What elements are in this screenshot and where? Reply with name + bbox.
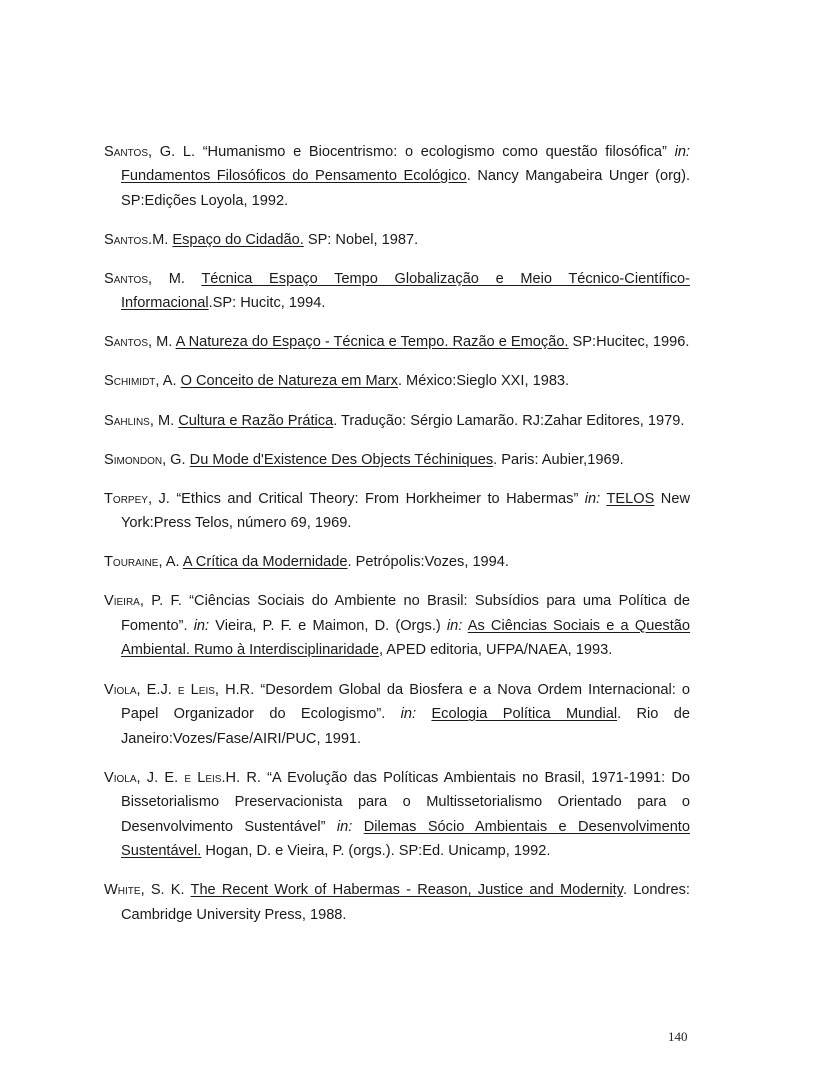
reference-text: . Nancy Mangabeira Unger (org). SP:Edições Loyola, 1992. (121, 168, 691, 209)
reference-text: . Petrópolis:Vozes, 1994. (347, 554, 509, 571)
reference-entry (104, 878, 690, 927)
reference-text: , A. (155, 373, 181, 390)
reference-entry (104, 140, 690, 214)
bibliography-list (104, 125, 690, 935)
reference-text: . Tradução: Sérgio Lamarão. RJ:Zahar Editores, 1979. (333, 412, 685, 429)
reference-text: , G. (162, 451, 190, 468)
reference-text: , E.J. (136, 681, 178, 698)
reference-text: , M. (148, 334, 176, 351)
in-marker: in: (336, 818, 353, 835)
work-title: TELOS (606, 490, 655, 507)
reference-text: . Londres: Cambridge University Press, 1988. (121, 882, 690, 923)
reference-text: , H.R. “Desordem Global da Biosfera e a Nova Ordem Internacional: o Papel Organizador do Ecologismo”. (121, 681, 690, 723)
work-title: As Ciências Sociais e a Questão Ambiental. Rumo à Interdisciplinaridade (121, 617, 691, 659)
work-title: Dilemas Sócio Ambientais e Desenvolvimento Sustentável. (121, 818, 690, 860)
reference-entry (104, 766, 690, 864)
work-title: A Natureza do Espaço - Técnica e Tempo. Razão e Emoção. (175, 334, 569, 351)
reference-entry (104, 330, 690, 355)
author-name: Santos (104, 334, 149, 351)
reference-entry (104, 589, 690, 663)
author-name: Touraine (104, 554, 159, 571)
reference-text: . México:Sieglo XXI, 1983. (397, 373, 570, 390)
author-name: Santos (104, 231, 149, 248)
reference-entry (104, 369, 690, 394)
reference-entry (104, 550, 690, 575)
in-marker: in: (674, 143, 690, 160)
reference-text: , M. (148, 270, 202, 287)
author-name: Torpey (104, 490, 148, 507)
reference-text: Vieira, P. F. e Maimon, D. (Orgs.) (209, 617, 447, 634)
reference-text: , G. L. “Humanismo e Biocentrismo: o ecologismo como questão filosófica” (148, 143, 675, 160)
in-marker: in: (446, 617, 463, 634)
author-name: e Leis (177, 681, 215, 698)
reference-text: , M. (149, 412, 179, 429)
reference-entry (104, 267, 690, 316)
reference-text: , APED editoria, UFPA/NAEA, 1993. (378, 642, 613, 659)
work-title: Espaço do Cidadão. (172, 231, 304, 248)
reference-text (416, 706, 431, 722)
reference-entry (104, 678, 690, 752)
reference-text: , S. K. (140, 882, 191, 899)
reference-entry (104, 448, 690, 473)
work-title: Du Mode d'Existence Des Objects Téchiniques (189, 451, 494, 468)
reference-text (352, 819, 363, 835)
author-name: Viola (104, 681, 137, 698)
reference-text: , J. E. (136, 769, 185, 786)
reference-text: , P. F. “Ciências Sociais do Ambiente no Brasil: Subsídios para uma Política de Fomento”. (121, 593, 690, 634)
reference-text: SP: Nobel, 1987. (303, 231, 419, 248)
work-title: O Conceito de Natureza em Marx (180, 373, 398, 390)
work-title: Cultura e Razão Prática (178, 412, 334, 429)
reference-text: .H. R. “A Evolução das Políticas Ambientais no Brasil, 1971-1991: Do Bissetorialismo Preservacionista para o Multissetorialismo Orientado para o Desenvolvimento Sustentável” (121, 769, 690, 835)
work-title: Fundamentos Filosóficos do Pensamento Ecológico (121, 168, 467, 185)
work-title: Ecologia Política Mundial (431, 706, 618, 723)
author-name: e Leis (184, 769, 222, 786)
author-name: Simondon (104, 451, 163, 468)
author-name: Santos (104, 143, 149, 160)
reference-text: . Paris: Aubier,1969. (493, 451, 624, 468)
work-title: A Crítica da Modernidade (182, 554, 348, 571)
in-marker: in: (584, 490, 601, 507)
reference-text: , J. “Ethics and Critical Theory: From Horkheimer to Habermas” (147, 490, 585, 507)
work-title: Técnica Espaço Tempo Globalização e Meio Técnico-Científico-Informacional (121, 270, 690, 312)
reference-text: New York:Press Telos, número 69, 1969. (121, 490, 690, 532)
author-name: Santos (104, 270, 149, 287)
reference-text: .M. (148, 231, 173, 248)
reference-text: . Rio de Janeiro:Vozes/Fase/AIRI/PUC, 1991. (121, 706, 691, 747)
author-name: Vieira (104, 593, 140, 610)
author-name: Schimidt (104, 373, 156, 390)
reference-text: Hogan, D. e Vieira, P. (orgs.). SP:Ed. Unicamp, 1992. (201, 843, 551, 860)
author-name: White (104, 882, 141, 899)
work-title: The Recent Work of Habermas - Reason, Justice and Modernity (190, 882, 623, 899)
author-name: Sahlins (104, 412, 150, 429)
page-number: 140 (668, 1029, 688, 1044)
reference-entry (104, 228, 690, 253)
reference-text: , A. (158, 554, 183, 571)
reference-entry (104, 409, 690, 434)
reference-text: SP:Hucitec, 1996. (568, 334, 690, 351)
author-name: Viola (104, 769, 137, 786)
reference-entry (104, 487, 690, 536)
in-marker: in: (400, 706, 417, 723)
reference-text: .SP: Hucitc, 1994. (208, 295, 326, 312)
in-marker: in: (193, 617, 210, 634)
